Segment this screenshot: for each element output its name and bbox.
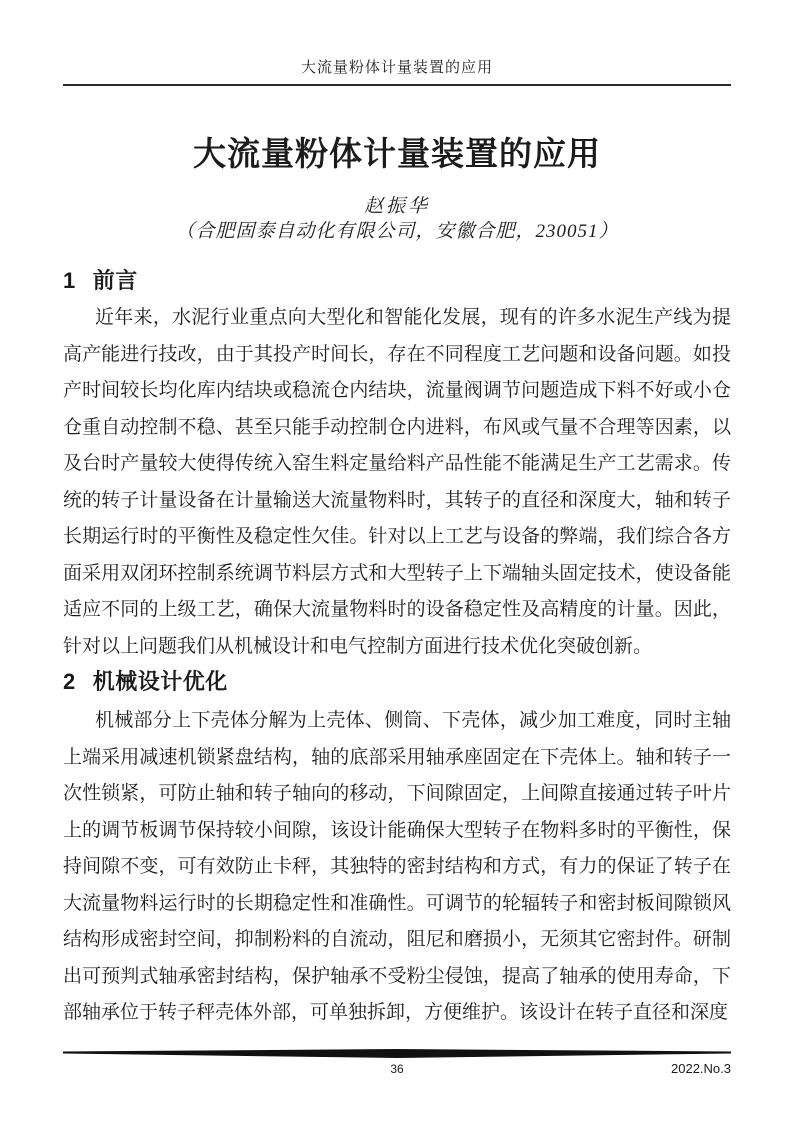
footer-bar <box>63 1049 731 1058</box>
text-line: 持间隙不变，可有效防止卡秤，其独特的密封结构和方式，有力的保证了转子在 <box>63 856 731 877</box>
text-line: 机械部分上下壳体分解为上壳体、侧筒、下壳体，减少加工难度，同时主轴 <box>95 710 731 731</box>
section-1-number: 1 <box>63 268 76 293</box>
text-line: 仓重自动控制不稳、甚至只能手动控制仓内进料，布风或气量不合理等因素，以 <box>63 416 731 438</box>
text-line: 部轴承位于转子秤壳体外部，可单独拆卸，方便维护。该设计在转子直径和深度 <box>63 1002 729 1023</box>
text-line: 统的转子计量设备在计量输送大流量物料时，其转子的直径和深度大，轴和转子 <box>63 489 731 511</box>
section-1-heading <box>63 266 731 296</box>
text-line: 出可预判式轴承密封结构，保护轴承不受粉尘侵蚀，提高了轴承的使用寿命，下 <box>63 965 731 987</box>
page-header <box>63 0 731 86</box>
text-line: 近年来，水泥行业重点向大型化和智能化发展，现有的许多水泥生产线为提 <box>95 307 731 328</box>
running-title: 大流量粉体计量装置的应用 <box>300 60 493 76</box>
text-line: 及台时产量较大使得传统入窑生料定量给料产品性能不能满足生产工艺需求。传 <box>63 453 731 474</box>
header-rule <box>63 84 731 86</box>
section-2-heading <box>63 667 731 697</box>
article-affiliation: （合肥固泰自动化有限公司，安徽合肥，230051） <box>175 221 619 242</box>
text-line: 适应不同的上级工艺，确保大流量物料时的设备稳定性及高精度的计量。因此， <box>63 599 731 620</box>
text-line: 结构形成密封空间，抑制粉料的自流动，阻尼和磨损小，无须其它密封件。研制 <box>63 929 731 950</box>
text-line: 上端采用减速机锁紧盘结构，轴的底部采用轴承座固定在下壳体上。轴和转子一 <box>63 746 731 768</box>
section-1-body <box>63 300 731 665</box>
page-number: 36 <box>390 1062 404 1076</box>
article-title: 大流量粉体计量装置的应用 <box>193 135 601 172</box>
article <box>63 132 731 1032</box>
text-line: 针对以上问题我们从机械设计和电气控制方面进行技术优化突破创新。 <box>63 635 653 657</box>
text-line: 大流量物料运行时的长期稳定性和准确性。可调节的轮辐转子和密封板间隙锁风 <box>63 892 731 914</box>
text-line: 次性锁紧，可防止轴和转子轴向的移动，下间隙固定，上间隙直接通过转子叶片 <box>63 783 731 804</box>
text-line: 高产能进行技改，由于其投产时间长，存在不同程度工艺问题和设备问题。如投 <box>63 343 731 365</box>
content-column <box>63 0 731 1032</box>
page-footer <box>63 1049 731 1078</box>
section-2-number: 2 <box>63 669 76 694</box>
text-line: 面采用双闭环控制系统调节料层方式和大型转子上下端轴头固定技术，使设备能 <box>63 562 731 584</box>
section-2-heading-text: 机械设计优化 <box>92 669 228 694</box>
footer-row <box>63 1060 731 1078</box>
section-2-body <box>63 703 731 1032</box>
section-1-heading-text: 前言 <box>92 268 138 293</box>
text-line: 上的调节板调节保持较小间隙，该设计能确保大型转子在物料多时的平衡性，保 <box>63 819 731 841</box>
article-author: 赵振华 <box>363 196 430 217</box>
text-line: 产时间较长均化库内结块或稳流仓内结块，流量阀调节问题造成下料不好或小仓 <box>63 380 731 401</box>
text-line: 长期运行时的平衡性及稳定性欠佳。针对以上工艺与设备的弊端，我们综合各方 <box>63 526 731 547</box>
issue-number: 2022.No.3 <box>671 1061 731 1076</box>
